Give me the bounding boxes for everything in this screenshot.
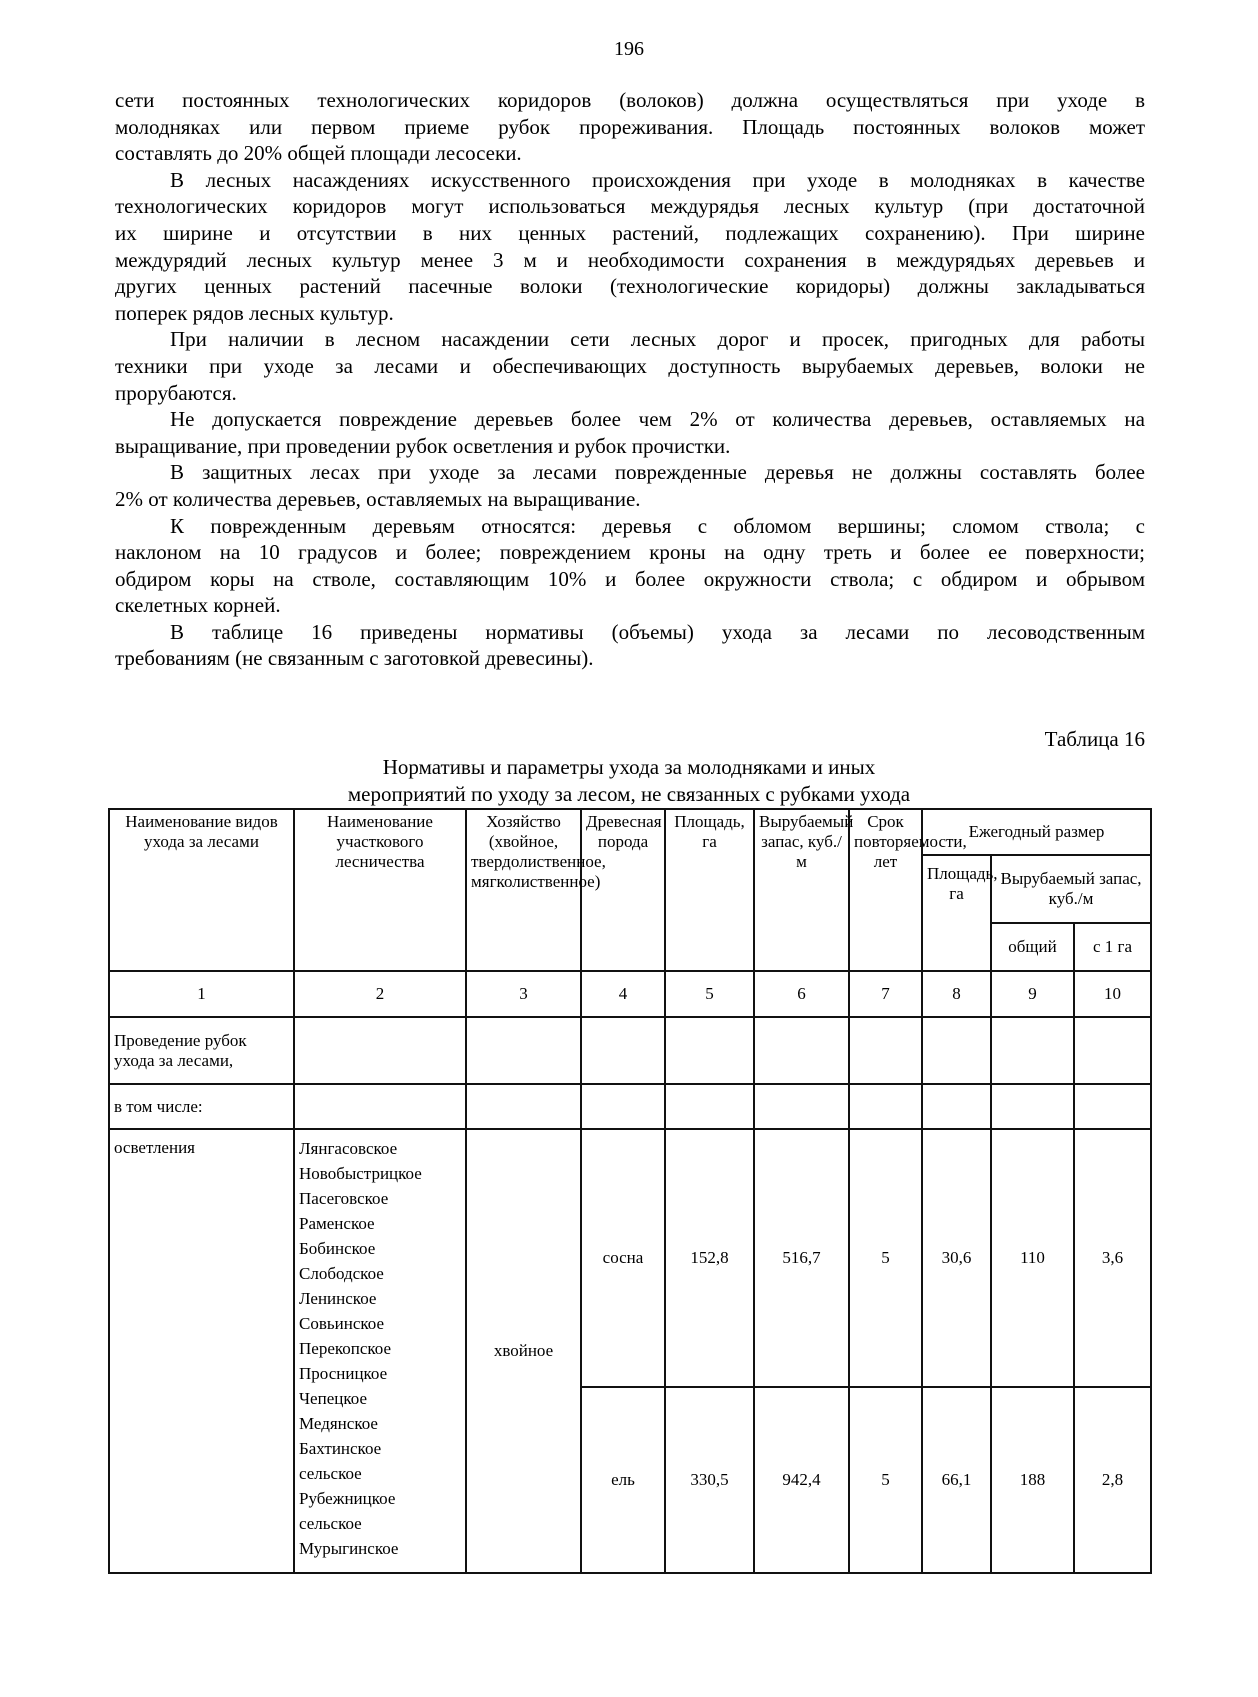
header-period: Срок повторяемости, лет bbox=[849, 809, 922, 971]
column-number: 7 bbox=[849, 971, 922, 1017]
period: 5 bbox=[849, 1387, 922, 1573]
forestry-name: сельское bbox=[299, 1464, 362, 1483]
table-row bbox=[109, 1017, 1151, 1084]
forestry-name: Ленинское bbox=[299, 1289, 377, 1308]
forestry-name: Пасеговское bbox=[299, 1189, 389, 1208]
header-area: Площадь, га bbox=[665, 809, 754, 971]
header-farm: Хозяйство (хвойное, твердолиственное, мягколиственное) bbox=[466, 809, 581, 971]
column-number: 5 bbox=[665, 971, 754, 1017]
header-species: Древесная порода bbox=[581, 809, 665, 971]
paragraph-line: Не допускается повреждение деревьев более чем 2% от количества деревьев, оставляемых на bbox=[170, 407, 1145, 432]
forestry-name: Рубежницкое bbox=[299, 1489, 396, 1508]
paragraph-line: выращивание, при проведении рубок осветления и рубок прочистки. bbox=[115, 433, 731, 458]
header-total: общий bbox=[991, 923, 1074, 971]
table-row bbox=[109, 1129, 1151, 1387]
paragraph-line: техники при уходе за лесами и обеспечивающих доступность вырубаемых деревьев, волоки не bbox=[115, 353, 1145, 378]
header-cut-stock: Вырубаемый запас, куб./м bbox=[991, 855, 1151, 923]
paragraph-line: В защитных лесах при уходе за лесами поврежденные деревья не должны составлять более bbox=[170, 460, 1145, 485]
paragraph-line: К поврежденным деревьям относятся: деревья с обломом вершины; сломом ствола; с bbox=[170, 513, 1145, 538]
forestry-name: Слободское bbox=[299, 1264, 384, 1283]
annual-total: 110 bbox=[991, 1129, 1074, 1387]
page-number: 196 bbox=[614, 38, 644, 60]
table-caption: Таблица 16 bbox=[1044, 727, 1145, 751]
paragraph-line: молодняках или первом приеме рубок прореживания. Площадь постоянных волоков может bbox=[115, 114, 1145, 139]
header-forestry: Наименование участкового лесничества bbox=[294, 809, 466, 971]
paragraph-line: В лесных насаждениях искусственного происхождения при уходе в молодняках в качестве bbox=[170, 167, 1145, 192]
norms-table bbox=[108, 808, 1152, 1574]
forestry-name: Бобинское bbox=[299, 1239, 376, 1258]
paragraph-line: междурядий лесных культур менее 3 м и необходимости сохранения в междурядьях деревьев и bbox=[115, 247, 1145, 272]
column-number: 4 bbox=[581, 971, 665, 1017]
period: 5 bbox=[849, 1129, 922, 1387]
header-stock: Вырубаемый запас, куб./м bbox=[754, 809, 849, 971]
care-type: осветления bbox=[109, 1129, 294, 1573]
header-per-ha: с 1 га bbox=[1074, 923, 1151, 971]
forestry-name: Лянгасовское bbox=[299, 1139, 398, 1158]
farm-type: хвойное bbox=[466, 1129, 581, 1573]
paragraph-line: обдиром коры на стволе, составляющим 10% и более окружности ствола; с обдиром и обрывом bbox=[115, 566, 1145, 591]
paragraph-line: их ширине и отсутствии в них ценных растений, подлежащих сохранению). При ширине bbox=[115, 220, 1145, 245]
table-title bbox=[200, 754, 1058, 807]
body-text bbox=[115, 87, 1145, 672]
paragraph-line: технологических коридоров могут использоваться междурядья лесных культур (при достаточной bbox=[115, 194, 1145, 219]
forestry-name: Новобыстрицкое bbox=[299, 1164, 422, 1183]
paragraph-line: В таблице 16 приведены нормативы (объемы) ухода за лесами по лесоводственным bbox=[170, 619, 1145, 644]
stock: 516,7 bbox=[754, 1129, 849, 1387]
total-label: Проведение рубок ухода за лесами, bbox=[109, 1017, 294, 1084]
forestry-name: Перекопское bbox=[299, 1339, 392, 1358]
column-number: 2 bbox=[294, 971, 466, 1017]
annual-area: 30,6 bbox=[922, 1129, 991, 1387]
species: ель bbox=[581, 1387, 665, 1573]
paragraph-line: требованиям (не связанным с заготовкой древесины). bbox=[115, 646, 594, 671]
column-number: 6 bbox=[754, 971, 849, 1017]
column-number: 9 bbox=[991, 971, 1074, 1017]
column-numbers-row bbox=[109, 971, 1151, 1017]
forestry-name: Раменское bbox=[299, 1214, 375, 1233]
paragraph-line: 2% от количества деревьев, оставляемых на выращивание. bbox=[115, 486, 641, 511]
area: 330,5 bbox=[665, 1387, 754, 1573]
species: сосна bbox=[581, 1129, 665, 1387]
forestry-name: Медянское bbox=[299, 1414, 378, 1433]
annual-area: 66,1 bbox=[922, 1387, 991, 1573]
paragraph-line: прорубаются. bbox=[115, 380, 237, 405]
paragraph-line: наклоном на 10 градусов и более; повреждением кроны на одну треть и более ее поверхности; bbox=[115, 540, 1145, 565]
table-title-line: Нормативы и параметры ухода за молодняками и иных bbox=[382, 755, 876, 779]
paragraph-line: сети постоянных технологических коридоров (волоков) должна осуществляться при уходе в bbox=[115, 88, 1145, 112]
annual-total: 188 bbox=[991, 1387, 1074, 1573]
forestry-name: Совьинское bbox=[299, 1314, 385, 1333]
column-number: 10 bbox=[1074, 971, 1151, 1017]
forestry-list bbox=[294, 1129, 466, 1573]
table-title-line: мероприятий по уходу за лесом, не связанных с рубками ухода bbox=[347, 781, 911, 806]
table-row bbox=[109, 1084, 1151, 1129]
header-annual-area: Площадь, га bbox=[922, 855, 991, 971]
paragraph-line: поперек рядов лесных культур. bbox=[115, 300, 394, 325]
stock: 942,4 bbox=[754, 1387, 849, 1573]
forestry-name: сельское bbox=[299, 1514, 362, 1533]
paragraph-line: скелетных корней. bbox=[115, 593, 281, 618]
column-number: 8 bbox=[922, 971, 991, 1017]
forestry-name: Чепецкое bbox=[299, 1389, 367, 1408]
per-ha: 3,6 bbox=[1074, 1129, 1151, 1387]
forestry-name: Бахтинское bbox=[299, 1439, 382, 1458]
header-care-type: Наименование видов ухода за лесами bbox=[109, 809, 294, 971]
column-number: 3 bbox=[466, 971, 581, 1017]
forestry-name: Мурыгинское bbox=[299, 1539, 399, 1558]
paragraph-line: При наличии в лесном насаждении сети лесных дорог и просек, пригодных для работы bbox=[170, 327, 1145, 352]
forestry-name: Просницкое bbox=[299, 1364, 388, 1383]
paragraph-line: других ценных растений пасечные волоки (технологические коридоры) должны закладываться bbox=[115, 274, 1145, 299]
header-annual: Ежегодный размер bbox=[922, 809, 1151, 855]
column-number: 1 bbox=[109, 971, 294, 1017]
per-ha: 2,8 bbox=[1074, 1387, 1151, 1573]
including-label: в том числе: bbox=[109, 1084, 294, 1129]
area: 152,8 bbox=[665, 1129, 754, 1387]
paragraph-line: составлять до 20% общей площади лесосеки. bbox=[115, 141, 522, 166]
